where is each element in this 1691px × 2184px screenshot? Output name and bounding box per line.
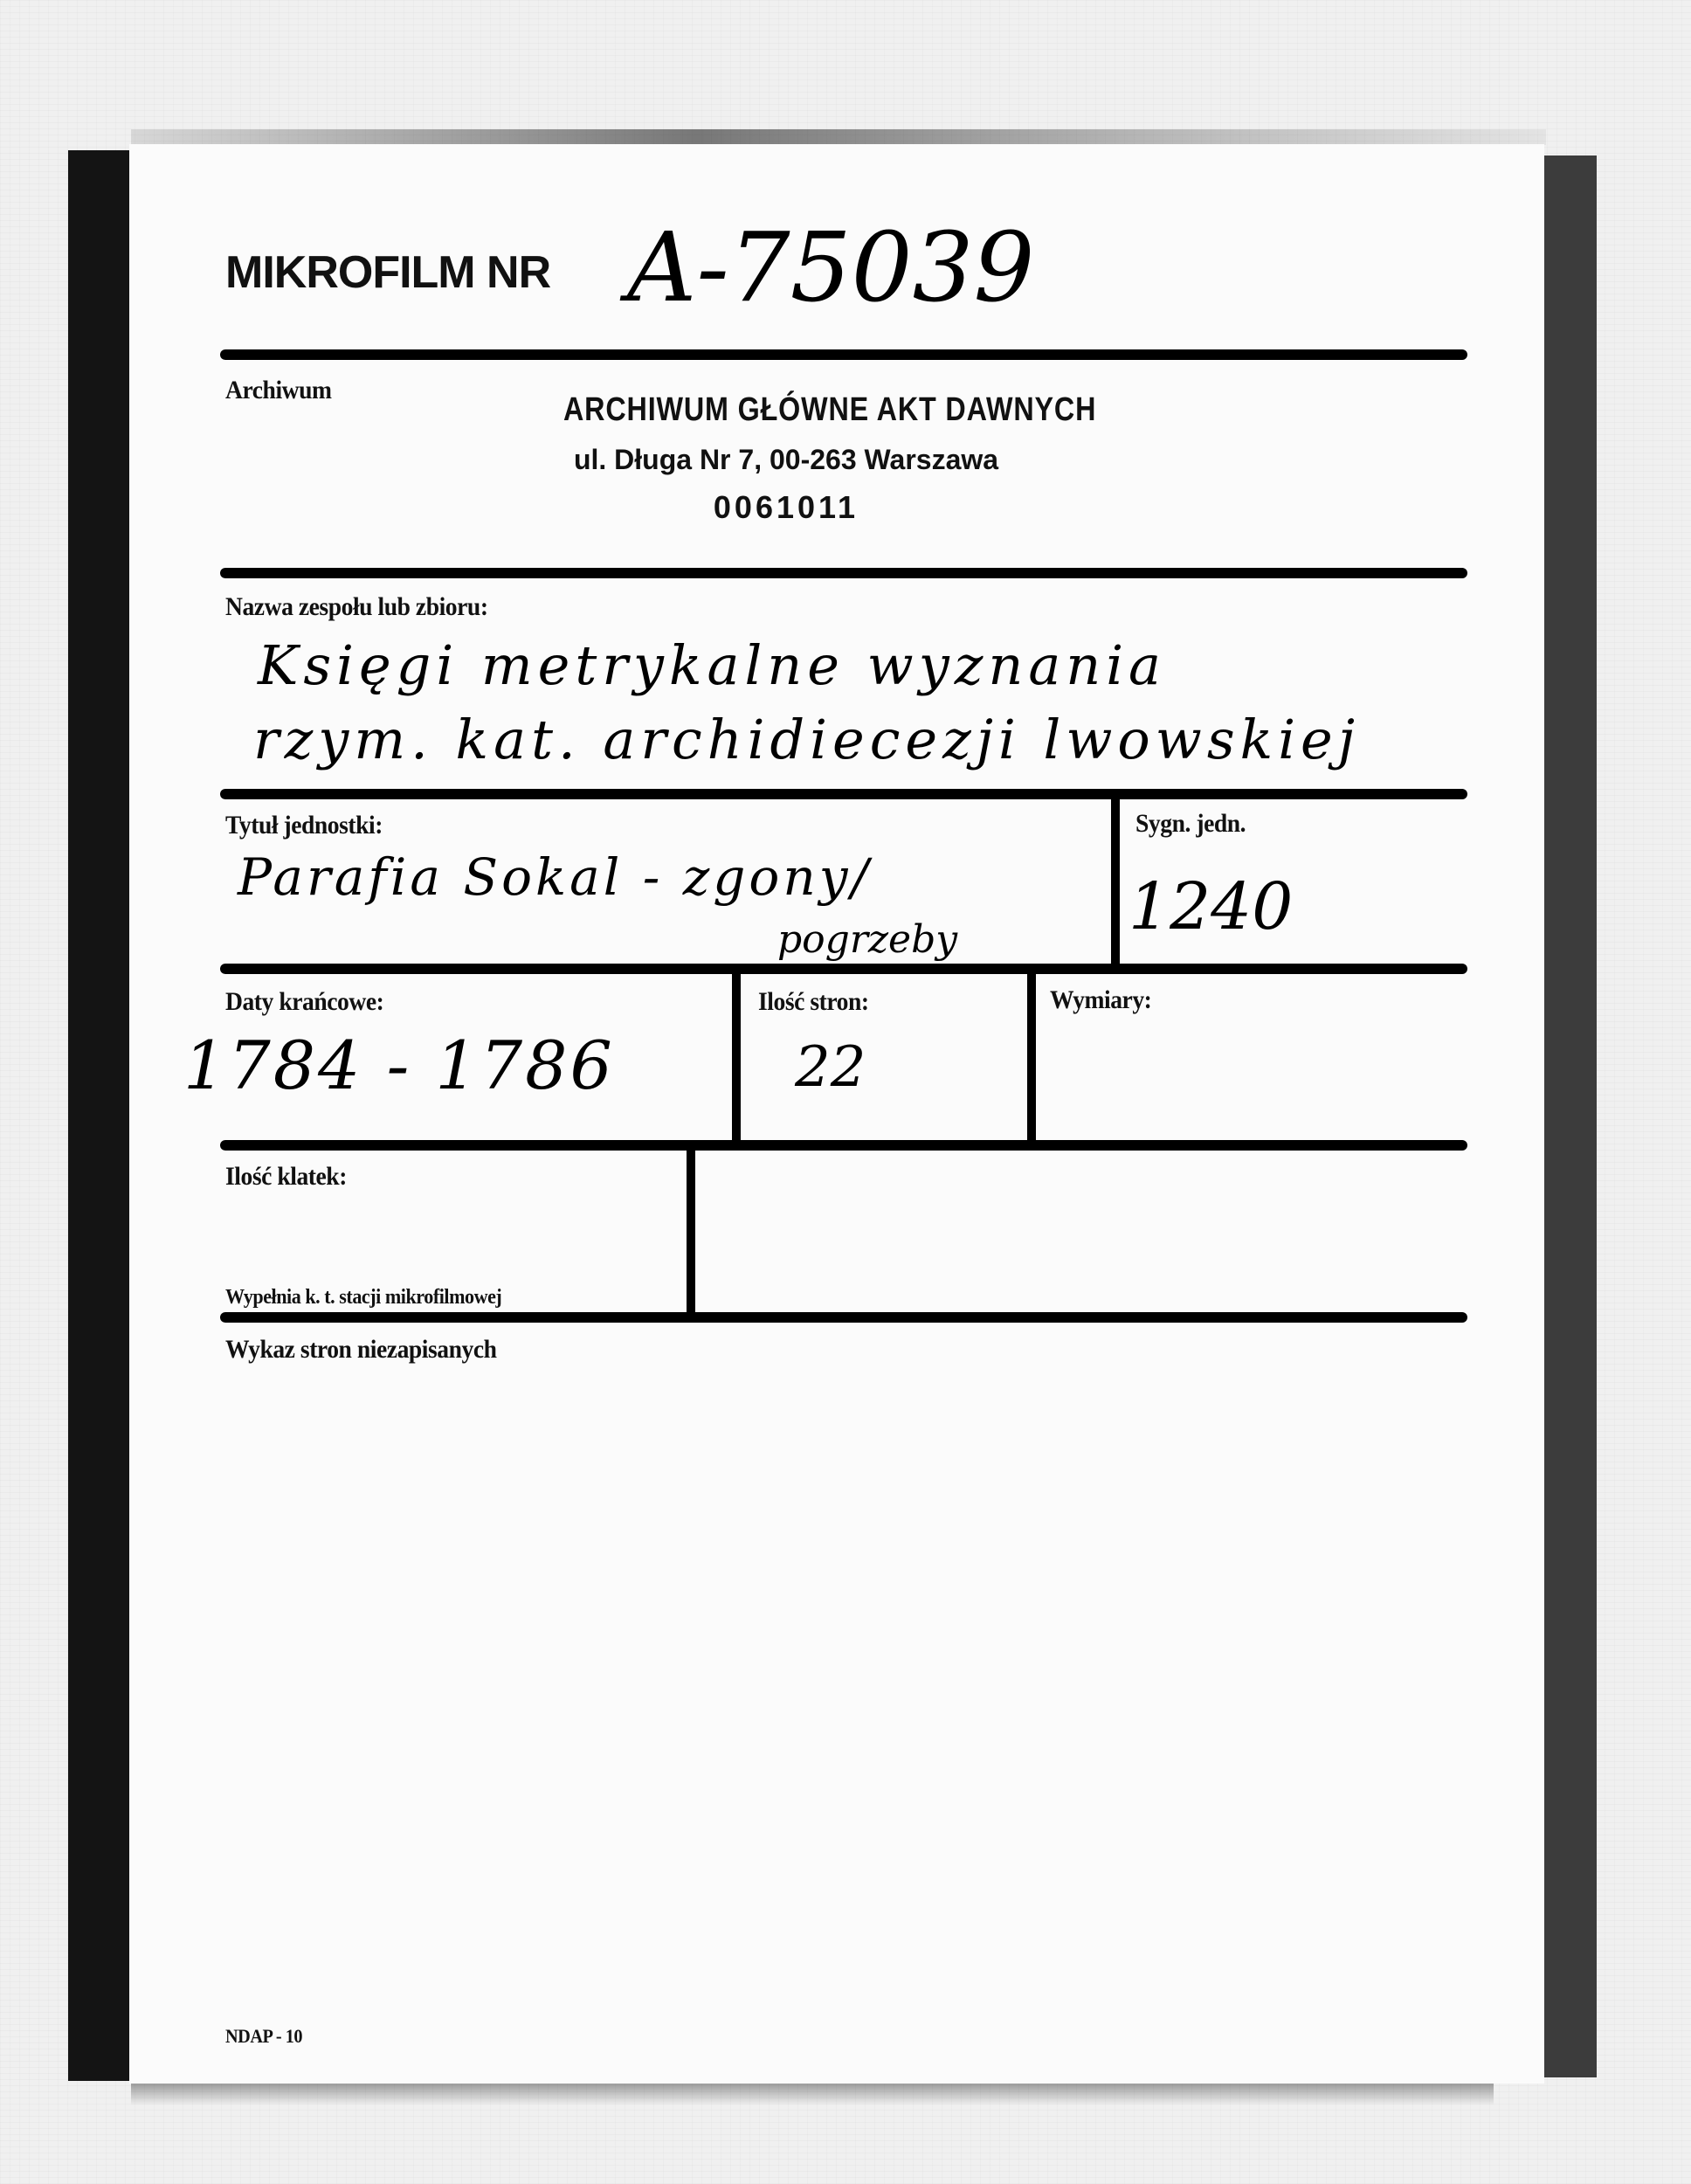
unit-title-value: Parafia Sokal - zgony/ (238, 847, 872, 907)
divider-frames (687, 1146, 695, 1312)
frames-label: Ilość klatek: (225, 1162, 347, 1191)
pages-value: 22 (795, 1035, 866, 1100)
signature-value: 1240 (1128, 869, 1294, 944)
divider-signature (1111, 795, 1120, 970)
microfilm-number: A-75039 (627, 211, 1035, 323)
card-bottom-edge-shadow (131, 2084, 1494, 2105)
form-title: MIKROFILM NR (225, 247, 551, 298)
form-code: NDAP - 10 (225, 2025, 303, 2047)
signature-label: Sygn. jedn. (1135, 809, 1246, 838)
rule-3 (220, 789, 1467, 799)
collection-value-line1: Księgi metrykalne wyznania (258, 633, 1167, 697)
collection-label: Nazwa zespołu lub zbioru: (225, 592, 488, 621)
rule-5 (220, 1140, 1467, 1151)
divider-pages (732, 970, 741, 1144)
blank-pages-label: Wykaz stron niezapisanych (225, 1335, 497, 1364)
unit-title-label: Tytuł jednostki: (225, 811, 383, 840)
rule-4 (220, 964, 1467, 974)
archive-stamp-code: 0061011 (713, 489, 859, 525)
dates-value: 1784 - 1786 (183, 1026, 615, 1104)
divider-dimensions (1027, 970, 1036, 1144)
right-film-border (1544, 156, 1597, 2077)
rule-1 (220, 349, 1467, 360)
pages-label: Ilość stron: (758, 987, 869, 1016)
left-film-border (68, 150, 129, 2081)
card-top-edge-shadow (131, 129, 1546, 145)
dimensions-label: Wymiary: (1050, 985, 1152, 1014)
rule-2 (220, 568, 1467, 578)
archive-label: Archiwum (225, 376, 332, 404)
collection-value-line2: rzym. kat. archidiecezji lwowskiej (253, 708, 1360, 771)
frames-note: Wypełnia k. t. stacji mikrofilmowej (225, 1286, 502, 1309)
unit-title-value-line2: pogrzeby (777, 917, 958, 962)
archive-stamp-address: ul. Długa Nr 7, 00-263 Warszawa (573, 444, 999, 475)
rule-6 (220, 1312, 1467, 1323)
archive-stamp-name: ARCHIWUM GŁÓWNE AKT DAWNYCH (563, 391, 1097, 428)
microfilm-card (129, 144, 1544, 2084)
dates-label: Daty krańcowe: (225, 987, 384, 1016)
